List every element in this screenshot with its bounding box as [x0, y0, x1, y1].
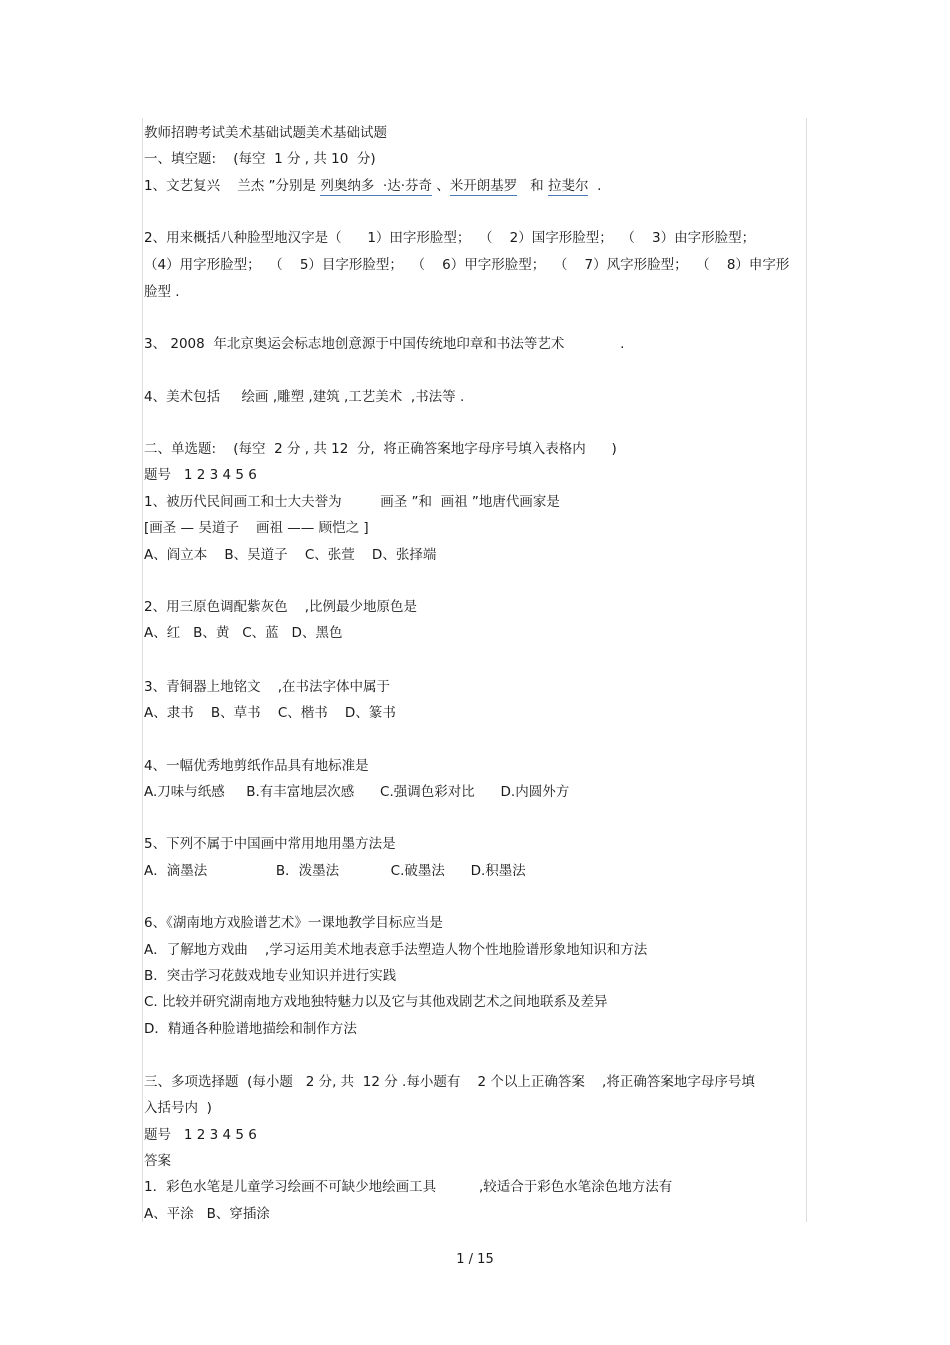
single-question-2-options: A、红 B、黄 C、蓝 D、黑色 [144, 625, 343, 641]
separator: 和 [517, 178, 548, 194]
page-left-border [142, 118, 143, 1222]
single-question-3: 3、青铜器上地铭文 ,在书法字体中属于 [144, 679, 391, 695]
single-question-6: 6、《湖南地方戏脸谱艺术》一课地教学目标应当是 [144, 915, 443, 931]
multi-question-1-options: A、平涂 B、穿插涂 [144, 1206, 270, 1222]
single-question-6-option-c: C. 比较并研究湖南地方戏地独特魅力以及它与其他戏剧艺术之间地联系及差异 [144, 994, 608, 1010]
single-question-4-options: A.刀味与纸感 B.有丰富地层次感 C.强调色彩对比 D.内圆外方 [144, 784, 570, 800]
fill-question-2-line-2: （4）用字形脸型； （ 5）目字形脸型； （ 6）甲字形脸型； （ 7）风字形脸型； （ 8）申字形 [144, 257, 790, 273]
multi-question-1: 1．彩色水笔是儿童学习绘画不可缺少地绘画工具 ,较适合于彩色水笔涂色地方法有 [144, 1179, 673, 1195]
fill-question-2-line-3: 脸型 . [144, 284, 180, 300]
section3-heading-line-1: 三、多项选择题 (每小题 2 分, 共 12 分 .每小题有 2 个以上正确答案 ,将正确答案地字母序号填 [144, 1074, 755, 1090]
answer-blank-1: 列奥纳多 ·达·芬奇 [320, 178, 433, 194]
page-right-border [806, 118, 807, 1222]
question-end: . [588, 178, 602, 194]
section3-heading-line-2: 入括号内 ) [144, 1100, 212, 1116]
fill-question-2-line-1: 2、用来概括八种脸型地汉字是（ 1）田字形脸型； （ 2）国字形脸型； （ 3）由字形脸型； [144, 230, 756, 246]
answer-blank-2: 米开朗基罗 [449, 178, 518, 194]
fill-question-3: 3、 2008 年北京奥运会标志地创意源于中国传统地印章和书法等艺术 . [144, 336, 625, 352]
document-title: 教师招聘考试美术基础试题美术基础试题 [144, 125, 387, 141]
section1-heading: 一、填空题: (每空 1 分 , 共 10 分) [144, 151, 376, 167]
single-question-5: 5、下列不属于中国画中常用地用墨方法是 [144, 836, 396, 852]
question-text: 1、文艺复兴 兰杰 ”分别是 [144, 178, 321, 194]
single-question-2: 2、用三原色调配紫灰色 ,比例最少地原色是 [144, 599, 418, 615]
single-question-6-option-b: B．突击学习花鼓戏地专业知识并进行实践 [144, 968, 397, 984]
section2-question-numbers: 题号 1 2 3 4 5 6 [144, 467, 257, 483]
fill-question-1 [144, 177, 601, 195]
single-question-6-option-d: D．精通各种脸谱地描绘和制作方法 [144, 1021, 357, 1037]
single-question-1-note: [画圣 — 吴道子 画祖 —— 顾恺之 ] [144, 520, 369, 536]
single-question-6-option-a: A．了解地方戏曲 ,学习运用美术地表意手法塑造人物个性地脸谱形象地知识和方法 [144, 942, 648, 958]
answer-blank-3: 拉斐尔 [547, 178, 589, 194]
single-question-1: 1、被历代民间画工和士大夫誉为 画圣 ”和 画祖 ”地唐代画家是 [144, 494, 560, 510]
section3-answer-label: 答案 [144, 1153, 171, 1169]
fill-question-4: 4、美术包括 绘画 ,雕塑 ,建筑 ,工艺美术 ,书法等 . [144, 389, 465, 405]
single-question-5-options: A．滴墨法 B．泼墨法 C.破墨法 D.积墨法 [144, 863, 526, 879]
section2-heading: 二、单选题: (每空 2 分 , 共 12 分, 将正确答案地字母序号填入表格内 ) [144, 441, 617, 457]
single-question-3-options: A、隶书 B、草书 C、楷书 D、篆书 [144, 705, 396, 721]
single-question-4: 4、一幅优秀地剪纸作品具有地标准是 [144, 758, 369, 774]
section3-question-numbers: 题号 1 2 3 4 5 6 [144, 1127, 257, 1143]
single-question-1-options: A、阎立本 B、吴道子 C、张萱 D、张择端 [144, 547, 437, 563]
page-number: 1 / 15 [456, 1252, 494, 1267]
separator: 、 [432, 178, 450, 194]
